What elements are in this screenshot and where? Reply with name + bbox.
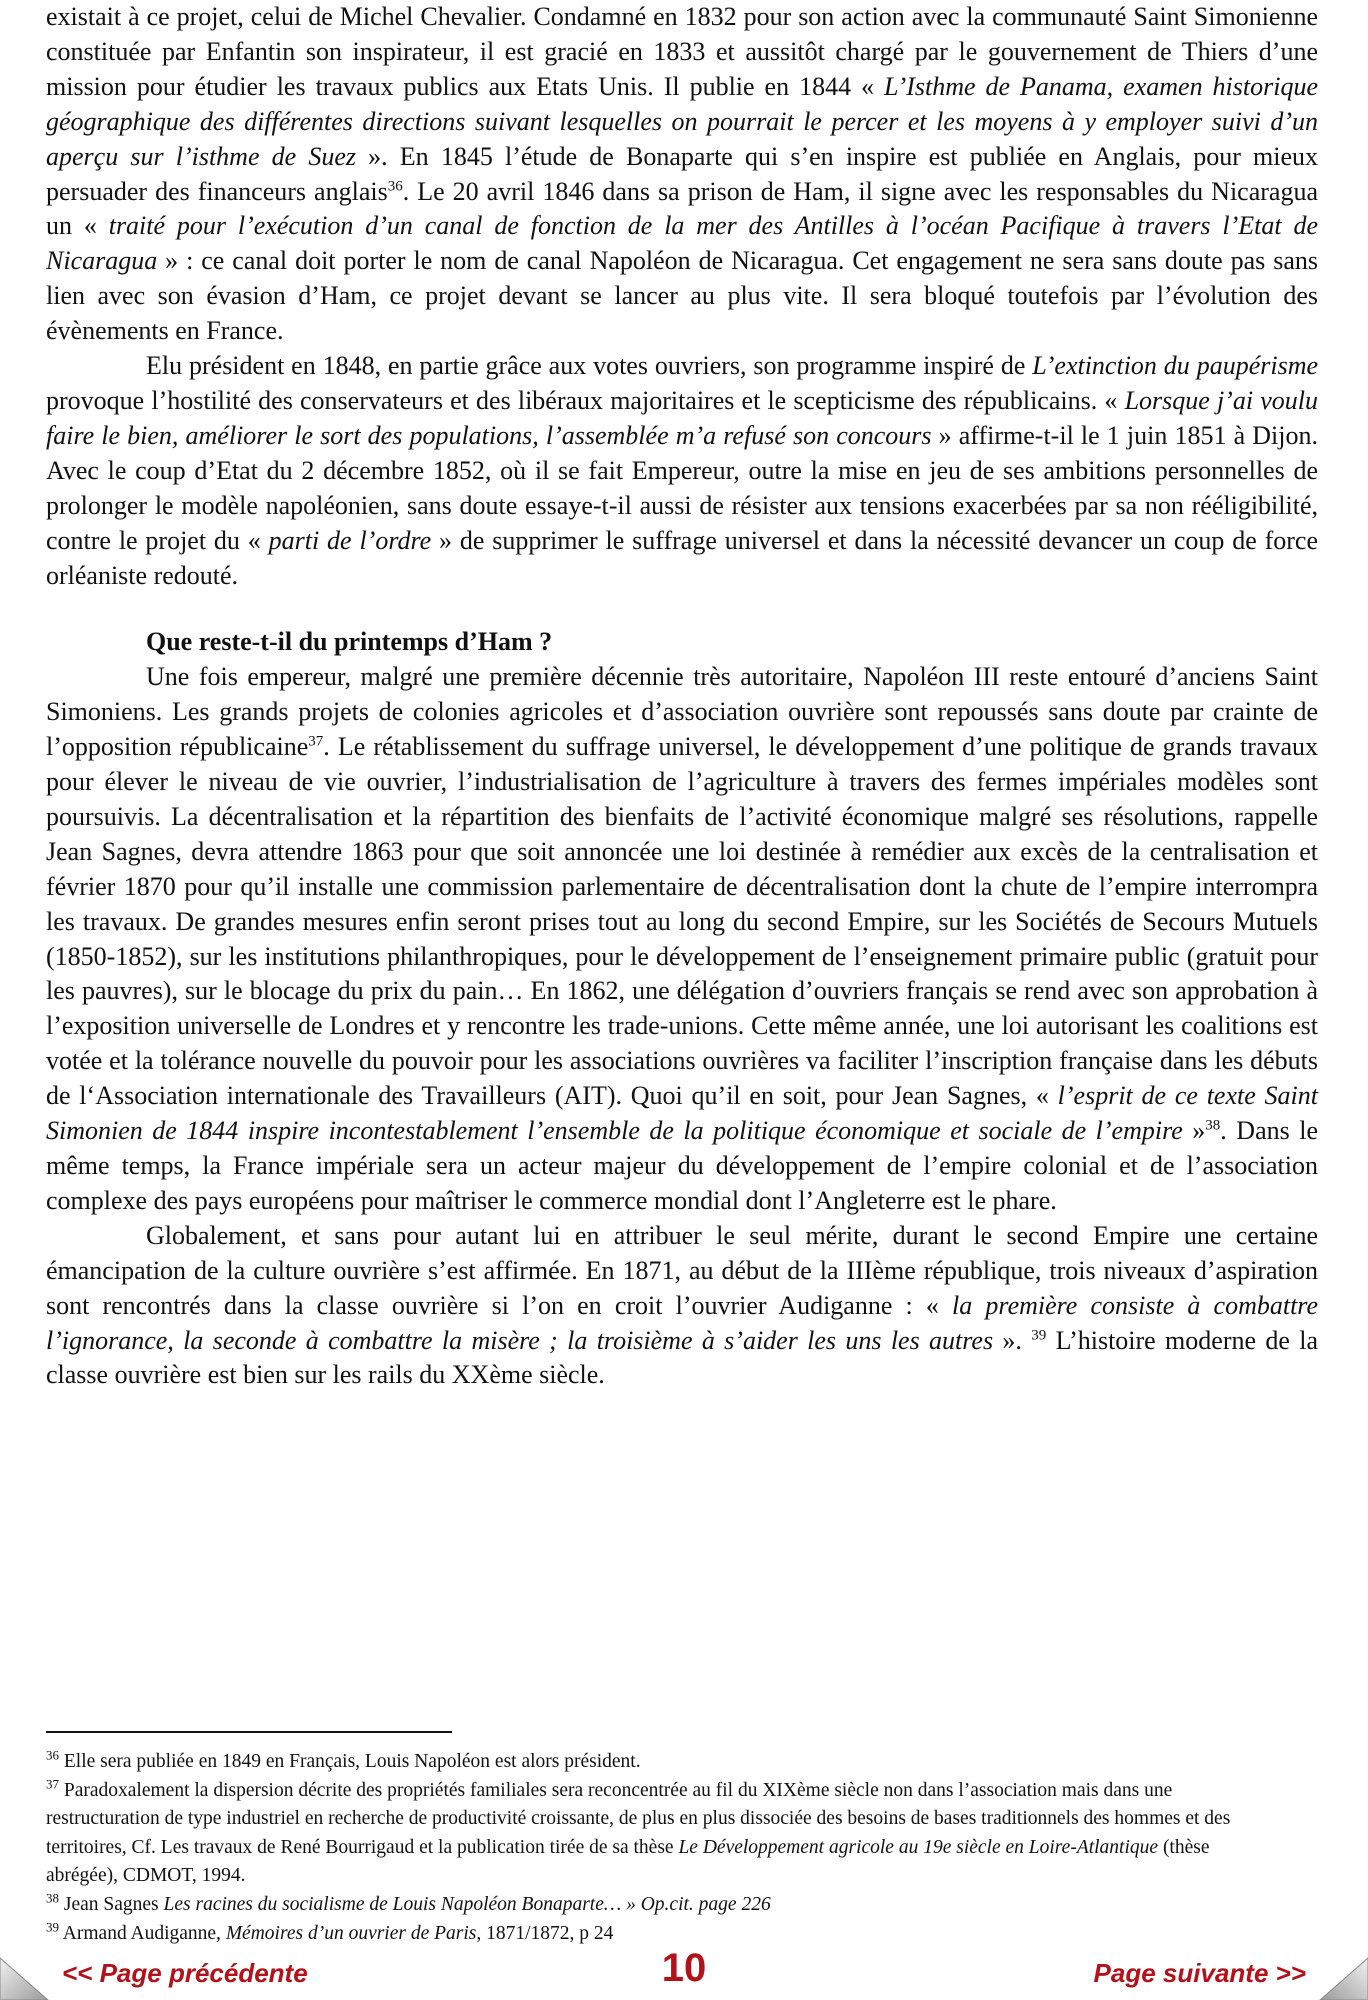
footnote-38: $^{38}$ Jean Sagnes Les racines du socialisme de Louis Napoléon Bonaparte… » Op.cit. page 226 [46, 1890, 771, 1915]
footnote-39: $^{39}$ Armand Audiganne, Mémoires d’un ouvrier de Paris, 1871/1872, p 24 [46, 1919, 614, 1944]
next-page-link[interactable]: Page suivante >> [1093, 1958, 1306, 1988]
page-number: 10 [661, 1946, 707, 1990]
page-navigation [0, 1938, 1368, 2000]
previous-page-link[interactable]: << Page précédente [62, 1958, 308, 1988]
footnote-separator [46, 1731, 452, 1733]
paragraph-1: existait à ce projet, celui de Michel Chevalier. Condamné en 1832 pour son action avec la communauté Saint Simonienne constituée par Enfantin son inspirateur, il est gracié en 1833 et aussitôt chargé par le gouvernement de Thiers d’une mission pour étudier les travaux publics aux Etats Unis. Il publie en 1844 « L’Isthme de Panama, examen historique géographique des différentes directions suivant lesquelles on pourrait le percer et les moyens à y employer suivi d’un aperçu sur l’isthme de Suez ». En 1845 l’étude de Bonaparte qui s’en inspire est publiée en Anglais, pour mieux persuader des financeurs anglais$^{36}$. Le 20 avril 1846 dans sa prison de Ham, il signe avec les responsables du Nicaragua un « traité pour l’exécution d’un canal de fonction de la mer des Antilles à l’océan Pacifique à travers l’Etat de Nicaragua » : ce canal doit porter le nom de canal Napoléon de Nicaragua. Cet engagement ne sera sans doute pas sans lien avec son évasion d’Ham, ce projet devant se lancer au plus vite. Il sera bloqué toutefois par l’évolution des évènements en France. [46, 2, 1319, 346]
footnote-ref-36[interactable]: 36 [387, 177, 403, 194]
footnote-ref-39[interactable]: 39 [1031, 1326, 1047, 1343]
paragraph-4: Globalement, et sans pour autant lui en attribuer le seul mérite, durant le second Empire une certaine émancipation de la culture ouvrière s’est affirmée. En 1871, au début de la IIIème république, trois niveaux d’aspiration sont rencontrés dans la classe ouvrière si l’on en croit l’ouvrier Audiganne : « la première consiste à combattre l’ignorance, la seconde à combattre la misère ; la troisième à s’aider les uns les autres ». $^{39}$ L’histoire moderne de la classe ouvrière est bien sur les rails du XXème siècle. [46, 1220, 1319, 1390]
footnote-ref-38[interactable]: 38 [1205, 1117, 1221, 1134]
article-body [46, 0, 1318, 1393]
paragraph-3: Une fois empereur, malgré une première décennie très autoritaire, Napoléon III reste entouré d’anciens Saint Simoniens. Les grands projets de colonies agricoles et d’association ouvrière sont repoussés sans doute par crainte de l’opposition républicaine$^{37}$. Le rétablissement du suffrage universel, le développement d’une politique de grands travaux pour élever le niveau de vie ouvrier, l’industrialisation de l’agriculture à travers des fermes impériales modèles sont poursuivis. La décentralisation et la répartition des bienfaits de l’activité économique malgré ses résolutions, rappelle Jean Sagnes, devra attendre 1863 pour que soit annoncée une loi destinée à remédier aux excès de la centralisation et février 1870 pour qu’il installe une commission parlementaire de décentralisation dont la chute de l’empire interrompra les travaux. De grandes mesures enfin seront prises tout au long du second Empire, sur les Sociétés de Secours Mutuels (1850-1852), sur les institutions philanthropiques, pour le développement de l’enseignement primaire public (gratuit pour les pauvres), sur le blocage du prix du pain… En 1862, une délégation d’ouvriers français se rend avec son approbation à l’exposition universelle de Londres et y rencontre les trade-unions. Cette même année, une loi autorisant les coalitions est votée et la tolérance nouvelle du pouvoir pour les associations ouvrières va faciliter l’inscription française dans les débuts de l‘Association internationale des Travailleurs (AIT). Quoi qu’il en soit, pour Jean Sagnes, « l’esprit de ce texte Saint Simonien de 1844 inspire incontestablement l’ensemble de la politique économique et sociale de l’empire »$^{38}$. Dans le même temps, la France impériale sera un acteur majeur du développement de l’empire colonial et de l’association complexe des pays européens pour maîtriser le commerce mondial dont l’Angleterre est le phare. [46, 662, 1319, 1215]
footnote-37: $^{37}$ Paradoxalement la dispersion décrite des propriétés familiales sera reconcentrée au fil du XIXème siècle non dans l’association mais dans une restructuration de type industriel en recherche de productivité croissante, de plus en plus dissociée des besoins de bases traditionnels des hommes et des territoires, Cf. Les travaux de René Bourrigaud et la publication tirée de sa thèse Le Développement agricole au 19e siècle en Loire-Atlantique (thèse abrégée), CDMOT, 1994. [46, 1776, 1231, 1887]
footnotes [46, 1748, 1286, 1948]
footnote-ref-37[interactable]: 37 [308, 733, 324, 750]
paragraph-2: Elu président en 1848, en partie grâce aux votes ouvriers, son programme inspiré de L’extinction du paupérisme provoque l’hostilité des conservateurs et des libéraux majoritaires et le scepticisme des républicains. « Lorsque j’ai voulu faire le bien, améliorer le sort des populations, l’assemblée m’a refusé son concours » affirme-t-il le 1 juin 1851 à Dijon. Avec le coup d’Etat du 2 décembre 1852, où il se fait Empereur, outre la mise en jeu de ses ambitions personnelles de prolonger le modèle napoléonien, sans doute essaye-t-il aussi de résister aux tensions exacerbées par sa non rééligibilité, contre le projet du « parti de l’ordre » de supprimer le suffrage universel et dans la nécessité devancer un coup de force orléaniste redouté. [46, 351, 1319, 590]
section-heading: Que reste-t-il du printemps d’Ham ? [146, 627, 553, 657]
page-curl-right-icon [1308, 1938, 1368, 2000]
page-content [46, 0, 1318, 1393]
footnote-36: $^{36}$ Elle sera publiée en 1849 en Français, Louis Napoléon est alors président. [46, 1747, 641, 1772]
